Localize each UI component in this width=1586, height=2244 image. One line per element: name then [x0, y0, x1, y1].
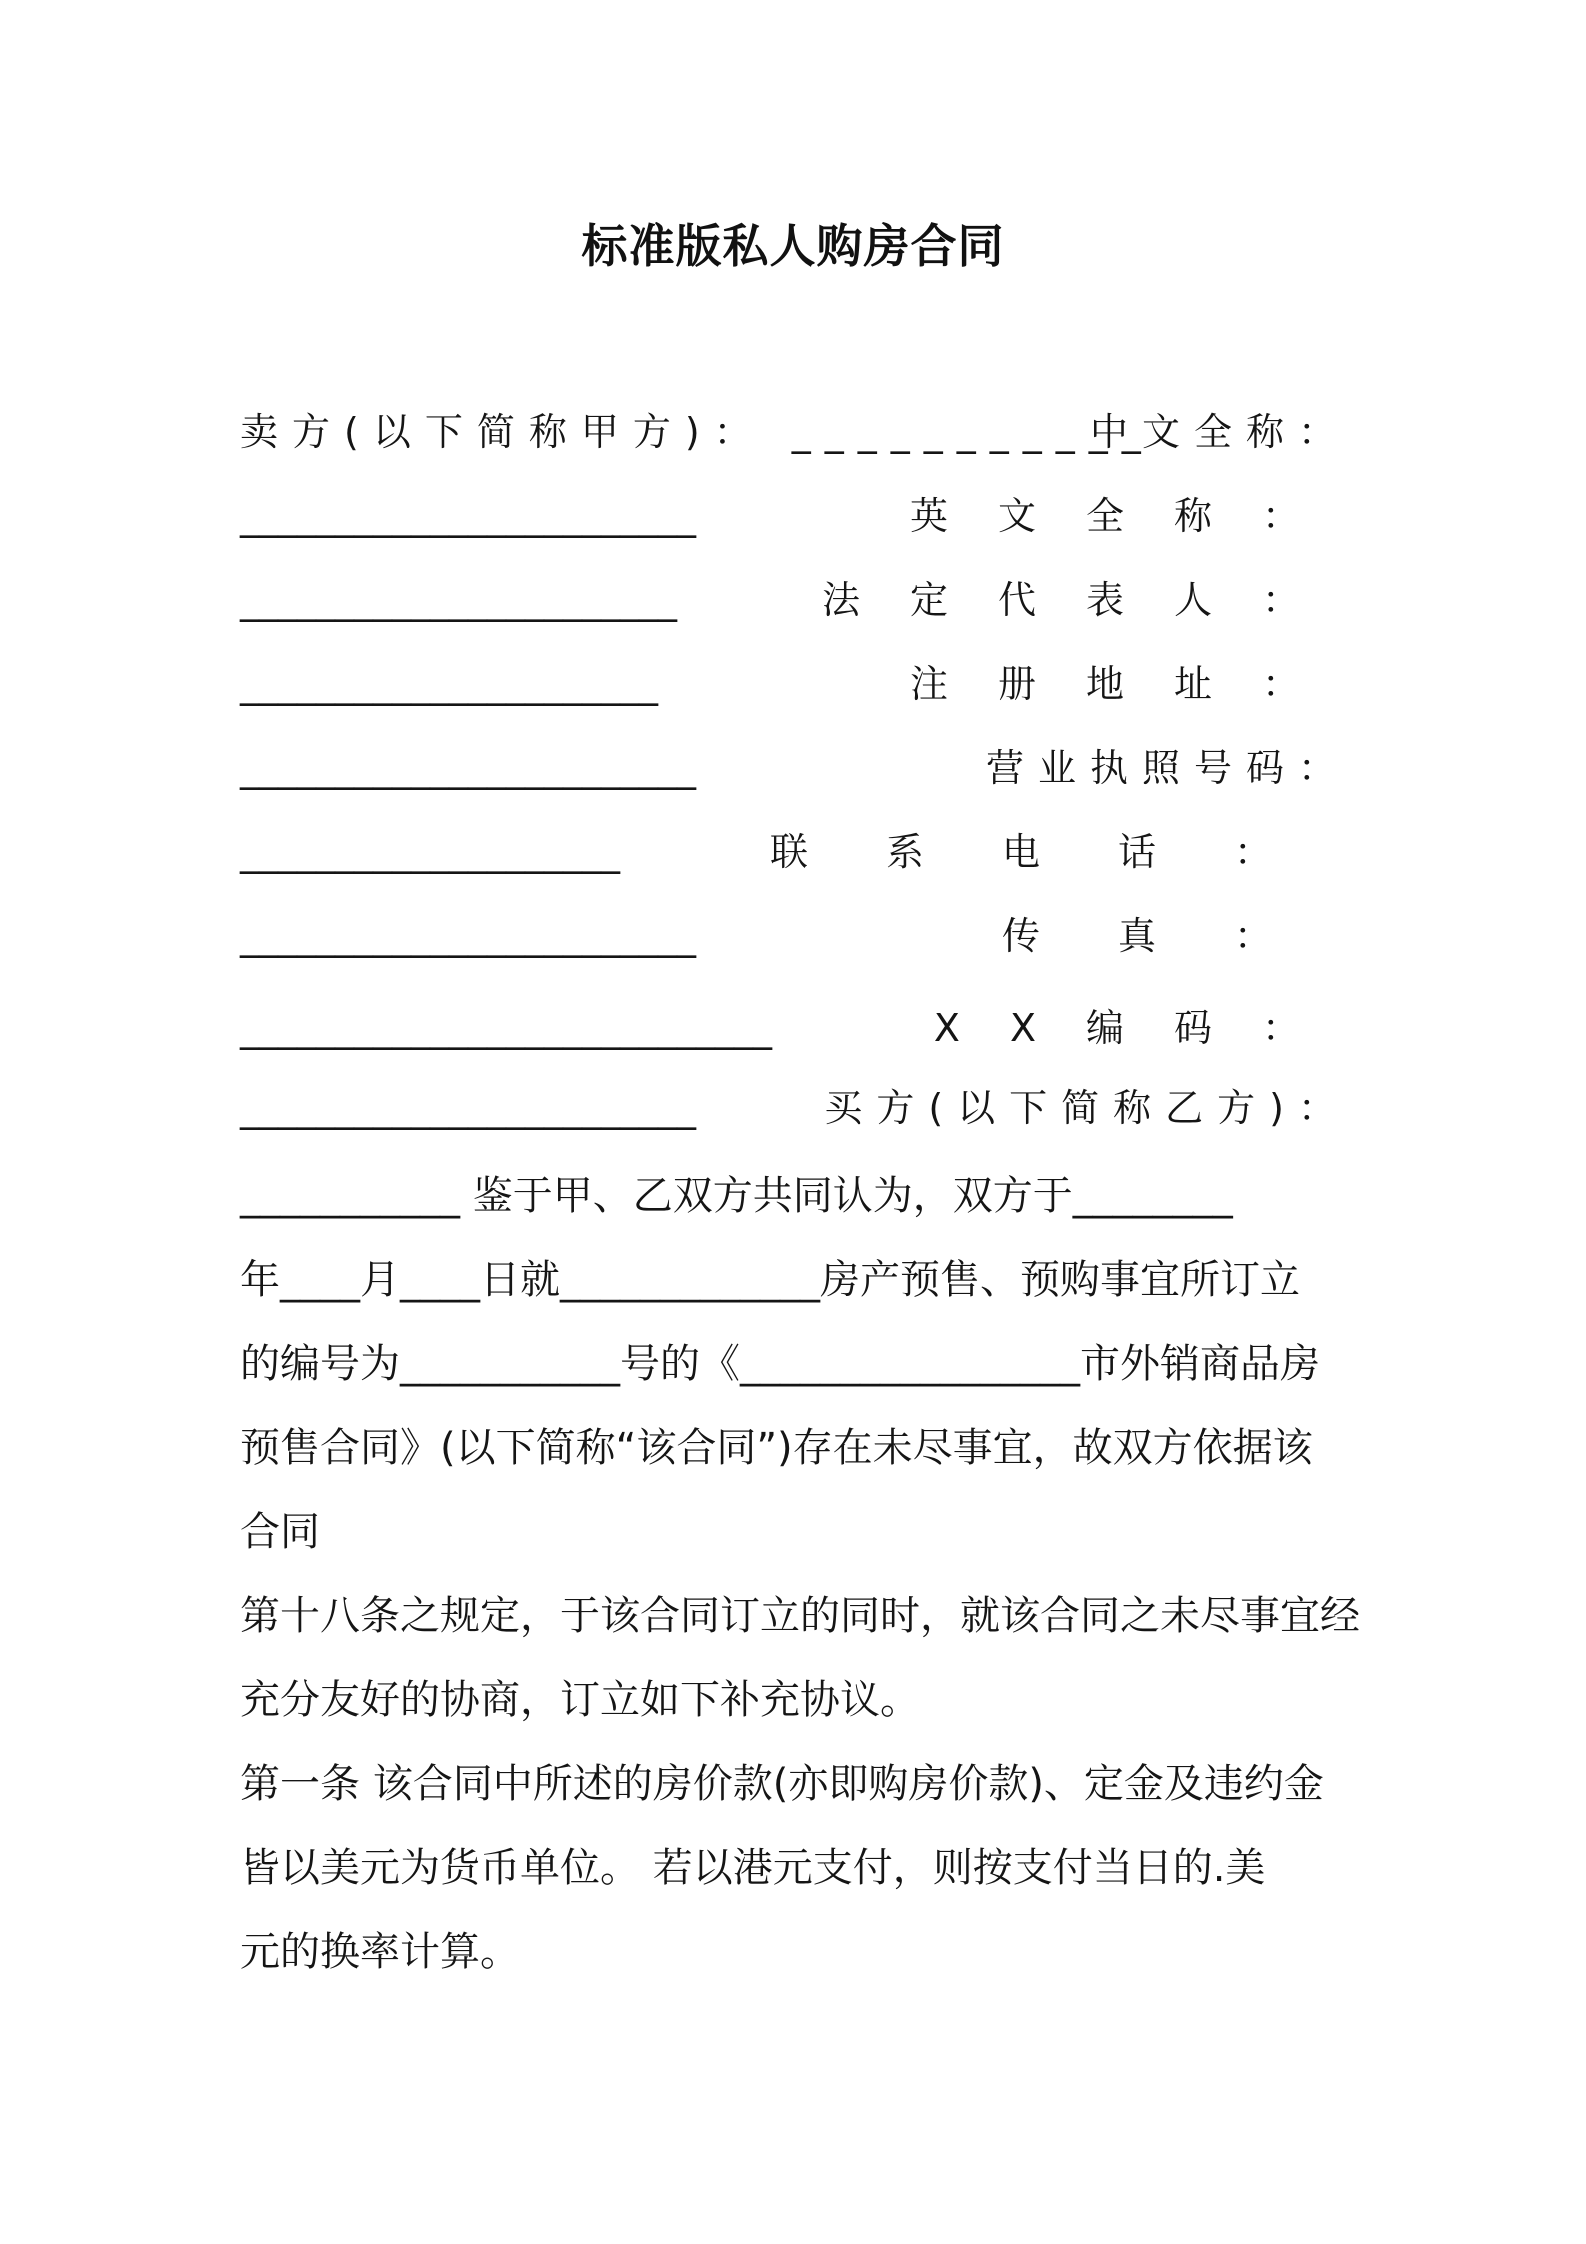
paragraph-line: 年____月____日就_____________房产预售、预购事宜所订立 — [240, 1257, 1300, 1303]
paragraph-line: 充分友好的协商，订立如下补充协议。 — [240, 1677, 920, 1723]
blank-line: ____________________________ — [240, 1006, 772, 1050]
field-row-postal-code — [240, 1000, 1350, 1056]
field-row-english-name — [240, 488, 1350, 544]
seller-row — [240, 404, 1350, 460]
registered-address-label: 注册地址： — [909, 662, 1350, 706]
paragraph-line: 预售合同》(以下简称“该合同”)存在未尽事宜，故双方依据该 — [240, 1425, 1313, 1471]
article-one-line: 元的换率计算。 — [240, 1929, 520, 1975]
blank-line: ________________________ — [240, 494, 696, 538]
blank-line: ____________________ — [240, 830, 620, 874]
legal-representative-label: 法定代表人： — [821, 578, 1350, 622]
blank-line: ________________________ — [240, 914, 696, 958]
field-row-phone — [240, 824, 1350, 880]
english-name-label: 英文全称： — [909, 494, 1350, 538]
blank-line: ______________________ — [240, 662, 658, 706]
postal-code-label: XX编码： — [933, 1006, 1350, 1050]
blank-line: _______________________ — [240, 578, 677, 622]
field-row-registered-address — [240, 656, 1350, 712]
field-row-legal-representative — [240, 572, 1350, 628]
paragraph-line: ___________ 鉴于甲、乙双方共同认为，双方于________ — [240, 1173, 1233, 1219]
paragraph-line: 第十八条之规定，于该合同订立的同时，就该合同之未尽事宜经 — [240, 1593, 1360, 1639]
paragraph-line: 合同 — [240, 1509, 320, 1555]
article-one-line: 皆以美元为货币单位。 若以港元支付，则按支付当日的.美 — [240, 1845, 1266, 1891]
phone-label: 联系电话： — [769, 830, 1350, 874]
blank-line: ________________________ — [240, 1086, 696, 1130]
chinese-name-label: 中文全称： — [1089, 410, 1350, 454]
article-one-line: 第一条 该合同中所述的房价款(亦即购房价款)、定金及违约金 — [240, 1761, 1324, 1807]
buyer-label: 买方(以下简称乙方)： — [824, 1086, 1350, 1130]
blank-line: ________________________ — [240, 746, 696, 790]
field-row-business-license — [240, 740, 1350, 796]
business-license-label: 营业执照号码： — [985, 746, 1350, 790]
field-row-fax — [240, 908, 1350, 964]
fax-label: 传真： — [1001, 914, 1350, 958]
seller-label: 卖方(以下简称甲方)： ___________ — [240, 410, 1155, 454]
paragraph-line: 的编号为___________号的《_________________市外销商品房 — [240, 1341, 1320, 1387]
document-title: 标准版私人购房合同 — [581, 219, 1005, 273]
field-row-buyer — [240, 1080, 1350, 1136]
